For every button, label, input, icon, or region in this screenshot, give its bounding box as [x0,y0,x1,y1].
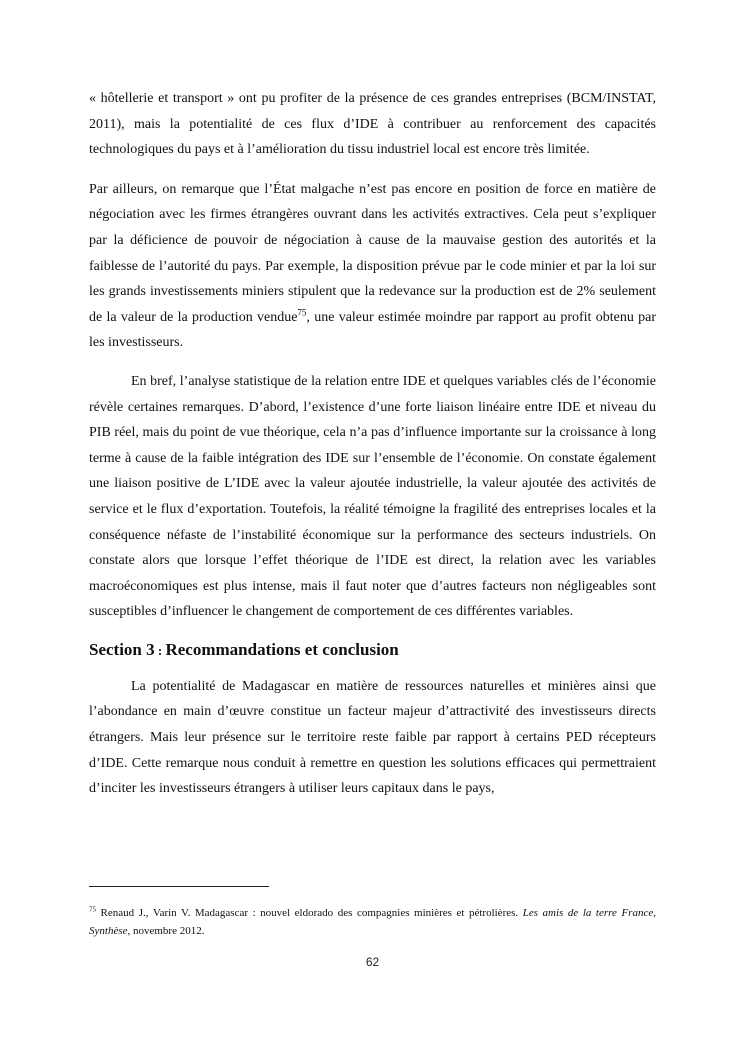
section-number: Section 3 [89,639,155,659]
page-body [89,86,656,802]
paragraph-potentialite: La potentialité de Madagascar en matière de ressources naturelles et minières ainsi que l’abondance en main d’œuvre constitue un facteur majeur d’attractivité des investisseurs directs étrangers. Mais leur présence sur le territoire reste faible par rapport à certains PED récepteurs d’IDE. Cette remarque nous conduit à remettre en question les solutions efficaces qui permettraient d’inciter les investisseurs étrangers à utiliser leurs capitaux dans le pays, [89,678,656,797]
section-title: Recommandations et conclusion [165,639,399,659]
footnote-marker: 75 [89,905,96,914]
paragraph-negociation [89,177,656,356]
page-number: 62 [365,955,380,969]
paragraph-negociation-text: Par ailleurs, on remarque que l’État malgache n’est pas encore en position de force en matière de négociation avec les firmes étrangères ouvrant dans les activités extractives. Cela peut s’expliquer par la déficience de pouvoir de négociation à cause de la mauvaise gestion des autorités et la faiblesse de l’autorité du pays. Par exemple, la disposition prévue par le code minier et par la loi sur les grands investissements miniers stipulent que la redevance sur la production est de 2% seulement de la valeur de la production vendue [89,181,656,325]
paragraph-hotellerie: « hôtellerie et transport » ont pu profiter de la présence de ces grandes entreprises (BCM/INSTAT, 2011), mais la potentialité de ces flux d’IDE à contribuer au renforcement des capacités technologiques du pays et à l’amélioration du tissu industriel local est encore très limitée. [89,91,656,158]
footnote-reference: 75 [297,307,307,318]
section-heading [89,637,656,664]
footnote-text: Renaud J., Varin V. Madagascar : nouvel eldorado des compagnies minières et pétrolières. [96,907,523,919]
paragraph-negociation-end: , une valeur estimée moindre par rapport au profit obtenu par les investisseurs. [89,309,656,351]
paragraph-en-bref: En bref, l’analyse statistique de la relation entre IDE et quelques variables clés de l’économie révèle certaines remarques. D’abord, l’existence d’une forte liaison linéaire entre IDE et niveau du PIB réel, mais du point de vue théorique, cela n’a pas d’influence importante sur la croissance à long terme à cause de la faible intégration des IDE sur l’ensemble de l’économie. On constate également une liaison positive de L’IDE avec la valeur ajoutée industrielle, la valeur ajoutée des activités de service et le flux d’exportation. Toutefois, la réalité témoigne la fragilité des entreprises locales et la conséquence néfaste de l’instabilité économique sur la performance des secteurs industriels. On constate alors que lorsque l’effet théorique de l’IDE est direct, la relation avec les variables macroéconomiques est plus intense, mais il faut noter que d’autres facteurs non négligeables sont susceptibles d’influencer le changement de comportement de ces différentes variables. [89,373,656,620]
footnote-date: , novembre 2012. [127,925,205,937]
footnote-separator [89,886,269,887]
section-separator: : [154,642,166,658]
footnote-source: Les amis de la terre France, Synthèse [89,907,656,937]
footnote [89,904,656,940]
